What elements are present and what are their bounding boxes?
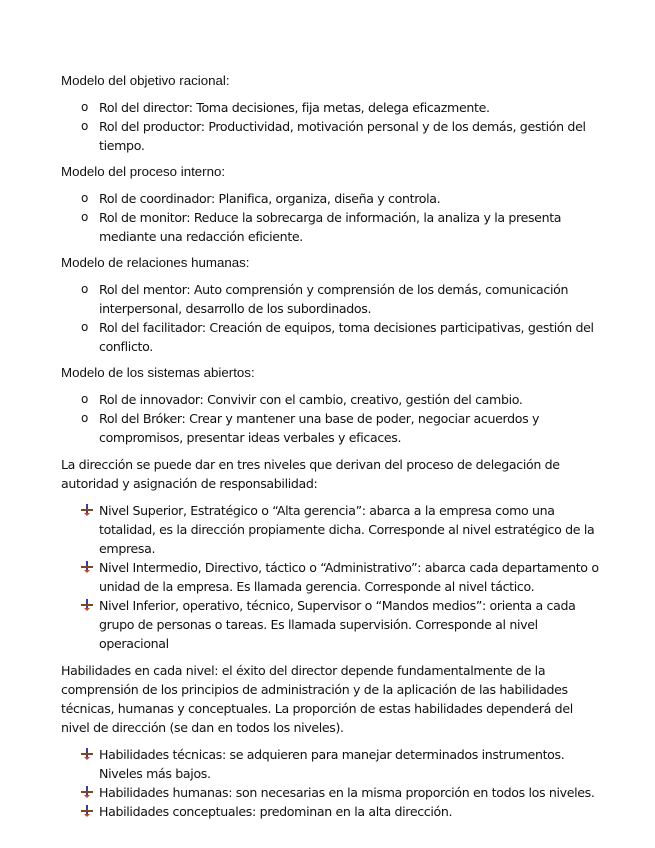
arrow-bullet-icon	[81, 805, 93, 817]
circle-bullet-icon: o	[81, 191, 88, 205]
circle-bullet-icon: o	[81, 411, 88, 425]
arrow-bullet-icon	[81, 748, 93, 760]
list-item: o Rol del director: Toma decisiones, fija metas, delega eficazmente.	[81, 100, 490, 115]
list-item: o Rol de innovador: Convivir con el cambio, creativo, gestión del cambio.	[81, 392, 523, 407]
circle-bullet-icon: o	[81, 282, 88, 296]
arrow-bullet-icon	[81, 561, 93, 573]
arrow-bullet-icon	[81, 599, 93, 611]
list-item: o Rol de monitor: Reduce la sobrecarga de información, la analiza y la presenta mediante una redacción eficiente.	[81, 210, 562, 244]
section-heading-objetivo-racional: Modelo del objetivo racional:	[61, 73, 230, 88]
circle-bullet-icon: o	[81, 100, 88, 114]
role-list	[61, 390, 601, 447]
list-item: Habilidades humanas: son necesarias en la misma proporción en todos los niveles.	[61, 783, 601, 802]
skills-intro-paragraph: Habilidades en cada nivel: el éxito del director depende fundamentalmente de la comprensión de los principios de administración y de la aplicación de las habilidades técnicas, humanas y conceptuales. La proporción de estas habilidades dependerá del nivel de dirección (se dan en todos los niveles).	[61, 663, 573, 735]
arrow-bullet-icon	[81, 504, 93, 516]
section-heading-relaciones-humanas: Modelo de relaciones humanas:	[61, 255, 250, 270]
role-list	[61, 280, 601, 356]
list-item: Nivel Intermedio, Directivo, táctico o “Administrativo”: abarca cada departamento o unidad de la empresa. Es llamada gerencia. Corresponde al nivel táctico.	[61, 558, 601, 596]
circle-bullet-icon: o	[81, 119, 88, 133]
arrow-bullet-icon	[81, 786, 93, 798]
list-item: o Rol del Bróker: Crear y mantener una base de poder, negociar acuerdos y compromisos, presentar ideas verbales y eficaces.	[81, 411, 540, 445]
section-heading-sistemas-abiertos: Modelo de los sistemas abiertos:	[61, 365, 255, 380]
list-item: Habilidades conceptuales: predominan en la alta dirección.	[61, 802, 601, 821]
role-list	[61, 189, 601, 246]
circle-bullet-icon: o	[81, 392, 88, 406]
list-item: Nivel Inferior, operativo, técnico, Supervisor o “Mandos medios”: orienta a cada grupo de personas o tareas. Es llamada supervisión. Corresponde al nivel operacional	[61, 596, 601, 653]
skills-list	[61, 745, 601, 821]
section-heading-proceso-interno: Modelo del proceso interno:	[61, 164, 226, 179]
document-body	[61, 72, 601, 829]
list-item: o Rol de coordinador: Planifica, organiza, diseña y controla.	[81, 191, 441, 206]
list-item: o Rol del facilitador: Creación de equipos, toma decisiones participativas, gestión del conflicto.	[81, 320, 594, 354]
role-list	[61, 98, 601, 155]
list-item: o Rol del productor: Productividad, motivación personal y de los demás, gestión del tiempo.	[81, 119, 586, 153]
levels-intro-paragraph: La dirección se puede dar en tres niveles que derivan del proceso de delegación de autoridad y asignación de responsabilidad:	[61, 457, 560, 491]
circle-bullet-icon: o	[81, 210, 88, 224]
list-item: o Rol del mentor: Auto comprensión y comprensión de los demás, comunicación interpersonal, desarrollo de los subordinados.	[81, 282, 569, 316]
list-item: Habilidades técnicas: se adquieren para manejar determinados instrumentos. Niveles más bajos.	[61, 745, 601, 783]
circle-bullet-icon: o	[81, 320, 88, 334]
list-item: Nivel Superior, Estratégico o “Alta gerencia”: abarca a la empresa como una totalidad, es la dirección propiamente dicha. Corresponde al nivel estratégico de la empresa.	[61, 501, 601, 558]
levels-list	[61, 501, 601, 653]
